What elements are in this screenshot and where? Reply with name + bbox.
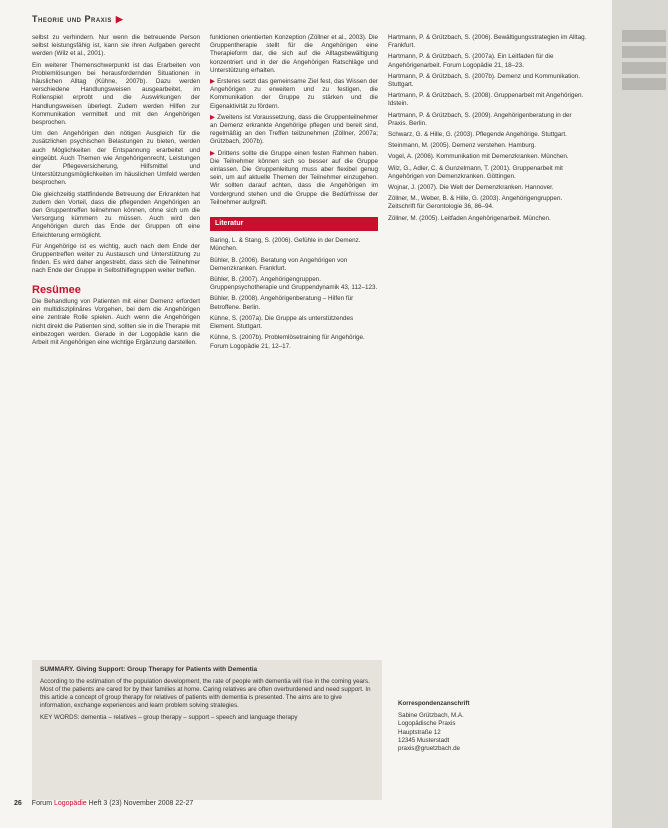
page-footer [14,800,193,807]
paragraph: funktionen orientierten Konzeption (Zöllner et al., 2003). Die Gruppentherapie stellt für die Angehörigen eine Therapieform dar, die sich auf die Alltagsbewältigung konzentriert und in der die Angehörigen Ratschläge und Unterstützung erhalten. [210,34,378,74]
page-edge-tab [622,78,666,90]
page-edge-tab [622,30,666,42]
correspondence-title: Korrespondenzanschrift [398,700,470,707]
section-header [32,14,123,25]
reference: Hartmann, P. & Grützbach, S. (2008). Gruppenarbeit mit Angehörigen. Idstein. [388,92,584,108]
reference: Hartmann, P. & Grützbach, S. (2007b). Demenz und Kommunikation. Stuttgart. [388,72,581,89]
column-1 [32,34,200,350]
next-page-edge [612,0,668,828]
address-line: 12345 Musterstadt [398,736,450,744]
page-number: 26 [14,800,22,807]
reference: Schwarz, G. & Hille, G. (2003). Pflegende Angehörige. Stuttgart. [388,131,567,139]
literature-heading: Literatur [210,217,378,231]
bullet-icon: ▶ [210,149,216,157]
journal-issue: Heft 3 (23) November 2008 22-27 [86,800,194,807]
reference: Vogel, A. (2006). Kommunikation mit Demenzkranken. München. [388,153,569,161]
summary-keywords: KEY WORDS: dementia – relatives – group therapy – support – speech and language therapy [40,714,298,721]
address-line: Sabine Grützbach, M.A. [398,712,464,720]
resume-text: Die Behandlung von Patienten mit einer Demenz erfordert ein multidisziplinäres Vorgehen, bei dem die Angehörigen eine zentrale Rolle spielen. Auch wenn die Angehörigen nicht direkt die Patienten sind, sollten sie in die Therapie mit einbezogen werden. Gerade in der Logopädie kann die Arbeit mit Angehörigen eine wichtige Ergänzung darstellen. [32,297,200,346]
bullet-item: ▶ Drittens sollte die Gruppe einen festen Rahmen haben. Die Teilnehmer können sich so besser auf die Gruppe einlassen. Die Gruppenleitung muss aber flexibel genug sein, um auf aktuelle Themen der Teilnehmer einzugehen. Wir sollten darauf achten, dass die Angehörigen im Vordergrund stehen und die Gruppe die Bedürfnisse der Teilnehmer aufgreift. [210,149,378,206]
column-3 [388,34,588,226]
correspondence-address [398,700,598,753]
reference: Wojnar, J. (2007). Die Welt der Demenzkranken. Hannover. [388,184,554,192]
reference: Bühler, B. (2007). Angehörigengruppen. Gruppenpsychotherapie und Gruppendynamik 43, 112–123. [210,276,378,292]
reference: Kühne, S. (2007a). Die Gruppe als unterstützendes Element. Stuttgart. [210,314,354,331]
summary-title: SUMMARY. Giving Support: Group Therapy for Patients with Dementia [40,666,258,673]
reference: Baring, L. & Stang, S. (2006). Gefühle in der Demenz. München. [210,237,361,253]
journal-brand: Logopädie [53,800,87,807]
page-edge-tab [622,62,666,74]
paragraph: Ein weiterer Themenschwerpunkt ist das Erarbeiten von Problemlösungen bei herausfordernden Situationen in häuslichen Alltag (Kühne, 2007b). Dazu werden verschiedene Handlungsweisen ausgearbeitet, im Rollenspiel erprobt und die Auswirkungen der Handlungsweisen überlegt. Zudem werden Hilfen zur Kommunikation vermittelt und mit den Angehörigen besprochen. [32,61,200,127]
summary-body: According to the estimation of the population development, the rate of people with dementia will rise in the coming years. Most of the patients are cared for by their families at home. Caring relatives are often overburdened and need support. In this article a concept of group therapy for relatives of patients with dementia is presented. The aims are to give information, exchange experiences and learn problem solving strategies. [40,678,371,709]
reference: Hartmann, P. & Grützbach, S. (2006). Bewältigungsstrategien im Alltag. Frankfurt. [388,34,587,50]
reference: Wilz, G., Adler, C. & Gunzelmann, T. (2001). Gruppenarbeit mit Angehörigen von Demenzkranken. Göttingen. [388,164,563,180]
resume-heading: Resümee [32,283,81,296]
page-edge-tab [622,46,666,58]
reference: Steinmann, M. (2005). Demenz verstehen. Hamburg. [388,142,537,150]
summary-box [32,660,382,800]
paragraph: Die gleichzeitig stattfindende Betreuung der Erkrankten hat zudem den Vorteil, dass die pflegenden Angehörigen an den Gruppentreffen teilnehmen können, ohne sich um die Versorgung kümmern zu müssen. Auch wird den Angehörigen durch das Ende der Gruppen oft eine Erleichterung ermöglicht. [32,190,200,239]
reference: Bühler, B. (2006). Beratung von Angehörigen von Demenzkranken. Frankfurt. [210,256,348,272]
address-line: Logopädische Praxis [398,720,456,728]
reference: Zöllner, M., Weber, B. & Hille, G. (2003). Angehörigengruppen. Zeitschrift für Gerontologie 36, 86–94. [388,195,563,211]
reference: Hartmann, P. & Grützbach, S. (2009). Angehörigenberatung in der Praxis. Berlin. [388,111,572,127]
reference: Kühne, S. (2007b). Problemlösetraining für Angehörige. Forum Logopädie 21, 12–17. [210,334,365,350]
journal-name: Forum [31,800,54,807]
bullet-icon: ▶ [210,78,216,86]
paragraph: Für Angehörige ist es wichtig, auch nach dem Ende der Gruppentreffen weiter zu Austausch und Unterstützung zu finden. Es wird daher angestrebt, dass sich die Teilnehmer nach Ende der Gruppe in Selbsthilfegruppen weiter treffen. [32,242,200,275]
reference: Bühler, B. (2008). Angehörigenberatung – Hilfen für Betroffene. Berlin. [210,295,354,311]
column-2 [210,34,378,354]
section-title: Theorie und Praxis [32,14,112,24]
bullet-item: ▶ Zweitens ist Voraussetzung, dass die Gruppenteilnehmer an Demenz erkrankte Angehörige pflegen und bereit sind, regelmäßig an den Treffen teilzunehmen (Zöllner, 2007a; Grützbach, 2007b). [210,113,379,146]
bullet-item: ▶ Ersteres setzt das gemeinsame Ziel fest, das Wissen der Angehörigen zu erweitern und zu festigen, die Kommunikation der Gruppe zu stärken und die Eigenaktivität zu fördern. [210,78,379,110]
reference: Hartmann, P. & Grützbach, S. (2007a). Ein Leitfaden für die Angehörigenarbeit. Forum Logopädie 21, 18–23. [388,53,554,69]
address-line: praxis@gruetzbach.de [398,745,461,753]
paragraph: selbst zu verhindern. Nur wenn die betreuende Person selbst leistungsfähig ist, kann sie ihren Aufgaben gerecht werden (Wilz et al., 2001). [32,34,200,58]
reference: Zöllner, M. (2005). Leitfaden Angehörigenarbeit. München. [388,214,551,222]
address-line: Hauptstraße 12 [398,728,441,736]
arrow-icon: ▶ [115,14,124,24]
bullet-icon: ▶ [210,113,216,121]
paragraph: Um den Angehörigen den nötigen Ausgleich für die zusätzlichen psychischen Belastungen zu bieten, werden auch Möglichkeiten der Entspannung erarbeitet und eingeübt. Auch Themen wie Angehörigenrecht, Leistungen der Pflegeversicherung, Hilfsmittel und Unterstützungsmöglichkeiten im häuslichen Umfeld werden besprochen. [32,130,200,187]
